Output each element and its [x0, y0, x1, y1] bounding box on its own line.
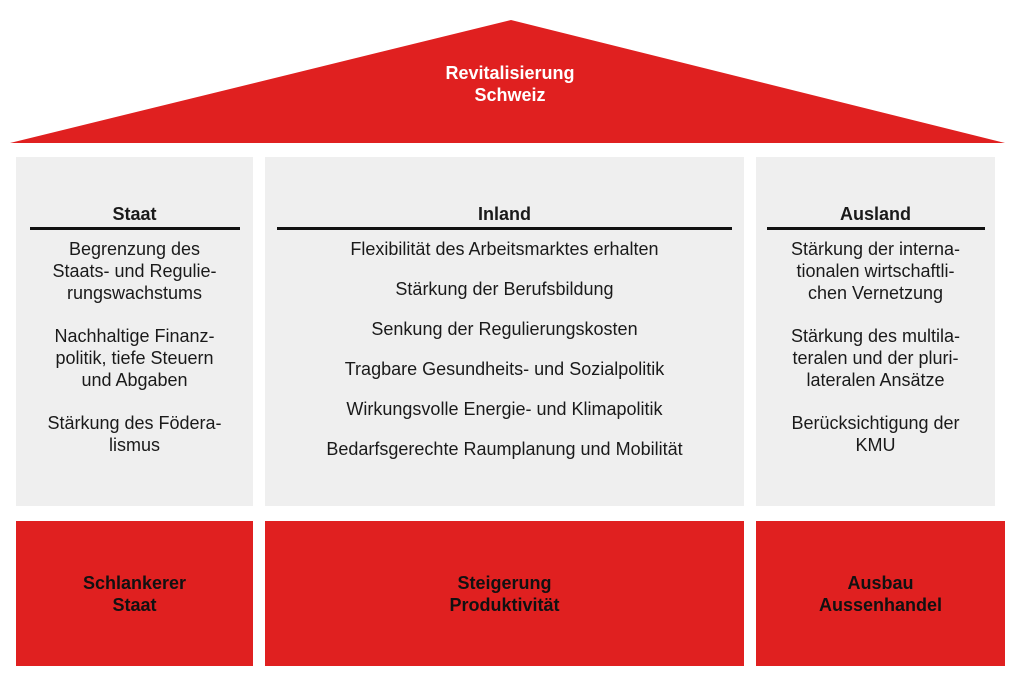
pillar-inland [265, 157, 744, 506]
pillar-item: Stärkung des multila- teralen und der pluri- lateralen Ansätze [790, 326, 961, 390]
pillar-ausland [756, 157, 995, 506]
pillar-item: Stärkung der Berufsbildung [395, 279, 614, 299]
foundation-ausbau-aussenhandel [756, 521, 1005, 666]
pillar-staat [16, 157, 253, 506]
pillar-item: Wirkungsvolle Energie- und Klimapolitik [346, 399, 663, 419]
pillar-items-ausland [756, 238, 995, 456]
pillar-heading-ausland: Ausland [767, 203, 985, 230]
foundation-line1: Schlankerer [82, 572, 187, 593]
foundation-line2: Staat [112, 594, 157, 615]
roof-title-line1: Revitalisierung [445, 63, 575, 83]
foundation-line2: Aussenhandel [818, 594, 943, 615]
pillar-item: Tragbare Gesundheits- und Sozialpolitik [344, 359, 665, 379]
pillar-item: Stärkung der interna- tionalen wirtschaftli- chen Vernetzung [790, 239, 961, 303]
pillar-item: Nachhaltige Finanz- politik, tiefe Steuern und Abgaben [54, 326, 215, 390]
pillar-items-inland [265, 238, 744, 460]
pillar-item: Flexibilität des Arbeitsmarktes erhalten [350, 239, 659, 259]
foundation-line1: Ausbau [847, 572, 914, 593]
pillar-item: Berücksichtigung der KMU [791, 413, 960, 455]
foundation-line1: Steigerung [457, 572, 552, 593]
foundation-steigerung-produktivitaet [265, 521, 744, 666]
pillar-item: Bedarfsgerechte Raumplanung und Mobilität [326, 439, 683, 459]
pillar-item: Begrenzung des Staats- und Regulie- rungswachstums [52, 239, 217, 303]
pillar-item: Stärkung des Födera- lismus [47, 413, 222, 455]
pillar-items-staat [16, 238, 253, 456]
foundation-line2: Produktivität [449, 594, 560, 615]
roof-title-line2: Schweiz [474, 85, 546, 105]
foundation-schlankerer-staat [16, 521, 253, 666]
pillar-item: Senkung der Regulierungskosten [371, 319, 638, 339]
pillar-heading-staat: Staat [30, 203, 240, 230]
pillar-heading-inland: Inland [277, 203, 732, 230]
roof-title [360, 62, 660, 106]
